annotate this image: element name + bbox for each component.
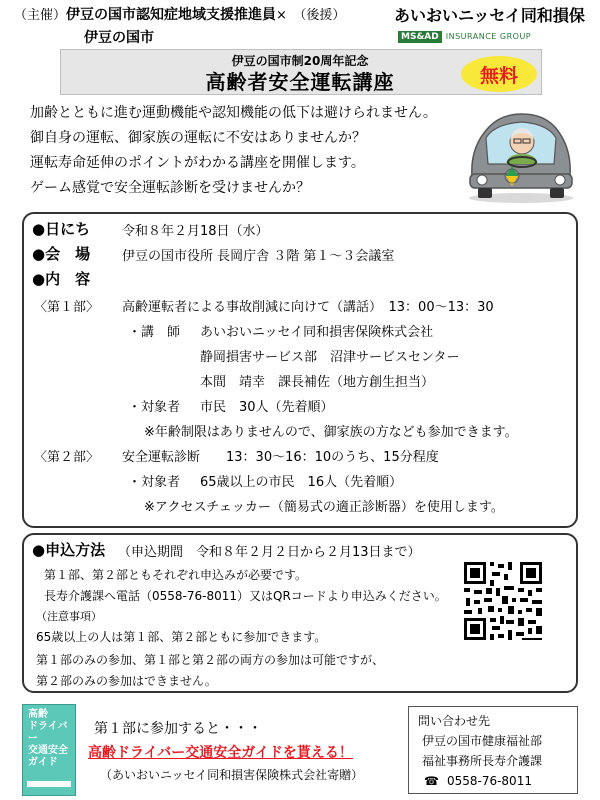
- organizer-separator: × （後援）: [276, 8, 346, 23]
- lecturer-company: あいおいニッセイ同和損害保険株式会社: [200, 325, 434, 340]
- apply-period: （申込期間 令和８年２月２日から２月13日まで）: [118, 545, 421, 560]
- part2-label: 〈第２部〉: [34, 450, 100, 465]
- apply-line-1: 第１部、第２部ともそれぞれ申込みが必要です。: [44, 568, 308, 582]
- traffic-safety-guide-book: [22, 704, 76, 796]
- contact-phone-row: [424, 774, 532, 788]
- part1-note: ※年齢制限はありませんので、御家族の方なども参加できます。: [144, 425, 518, 440]
- elderly-driver-car-illustration: [462, 106, 580, 204]
- bonus-line-3: （あいおいニッセイ同和損害保険株式会社寄贈）: [100, 768, 364, 782]
- venue-label: ●会 場: [32, 245, 91, 263]
- header-organizers: [14, 4, 345, 24]
- contact-phone[interactable]: 0558-76-8011: [446, 774, 532, 788]
- part1-title: 高齢運転者による事故削減に向けて（講話） 13：00～13：30: [122, 300, 494, 315]
- page-title: 高齢者安全運転講座: [205, 70, 395, 94]
- organizer-city: 伊豆の国市: [84, 30, 154, 46]
- intro-line-3: 運転寿命延伸のポイントがわかる講座を開催します。: [30, 155, 365, 171]
- lecturer-name: 本間 靖幸 課長補佐（地方創生担当）: [200, 375, 435, 390]
- bonus-line-2: 高齢ドライバー交通安全ガイドを貰える！: [88, 745, 353, 761]
- phone-icon: ☎: [424, 774, 439, 788]
- msad-logo-box: MS&AD: [398, 31, 442, 43]
- bonus-line-1: 第１部に参加すると・・・: [94, 721, 262, 737]
- part1-label: 〈第１部〉: [34, 300, 100, 315]
- notes-heading: （注意事項）: [36, 610, 102, 623]
- guide-book-title: 高齢 ドライバー 交通安全 ガイド: [28, 709, 68, 768]
- contact-heading: 問い合わせ先: [418, 714, 491, 728]
- msad-logo-text: INSURANCE GROUP: [445, 32, 532, 41]
- title-subtitle: 伊豆の国市制20周年記念: [231, 54, 369, 68]
- part2-note: ※アクセスチェッカー（簡易式の適正診断器）を使用します。: [144, 500, 504, 515]
- target2-value: 65歳以上の市民 16人（先着順）: [200, 475, 403, 490]
- contact-org-2: 福祉事務所長寿介護課: [422, 754, 543, 768]
- intro-line-4: ゲーム感覚で安全運転診断を受けませんか？: [30, 180, 310, 196]
- date-label: ●日にち: [32, 220, 91, 238]
- qr-code[interactable]: [462, 560, 544, 642]
- target1-label: ・対象者: [128, 400, 181, 415]
- venue-value: 伊豆の国市役所 長岡庁舎 ３階 第１～３会議室: [122, 249, 395, 264]
- lecturer-label: ・講 師: [128, 325, 181, 340]
- date-value: 令和８年２月18日（水）: [122, 224, 269, 239]
- sponsor-name: あいおいニッセイ同和損保: [394, 6, 585, 25]
- part2-title: 安全運転診断 13：30～16：10のうち、15分程度: [122, 450, 439, 465]
- contact-org-1: 伊豆の国市健康福祉部: [422, 734, 543, 748]
- organizer-prefix: （主催）: [14, 8, 67, 23]
- note-line-1: 65歳以上の人は第１部、第２部ともに参加できます。: [36, 630, 327, 644]
- note-line-3: 第２部のみの参加はできません。: [36, 674, 217, 688]
- msad-logo: [398, 30, 543, 43]
- target2-label: ・対象者: [128, 475, 181, 490]
- note-line-2: 第１部のみの参加、第１部と第２部の両方の参加は可能ですが、: [36, 653, 385, 667]
- lecturer-department: 静岡損害サービス部 沼津サービスセンター: [200, 350, 460, 365]
- guide-book-strip: [27, 781, 71, 787]
- apply-line-2: 長寿介護課へ電話（0558-76-8011）又はQRコードより申込みください。: [44, 589, 447, 603]
- organizer-main: 伊豆の国市認知症地域支援推進員: [66, 7, 277, 23]
- intro-line-2: 御自身の運転、御家族の運転に不安はありませんか？: [30, 130, 366, 146]
- target1-value: 市民 30人（先着順）: [200, 400, 334, 415]
- content-label: ●内 容: [32, 270, 91, 288]
- apply-heading: ●申込方法: [32, 541, 106, 559]
- free-badge: 無料: [461, 56, 537, 92]
- intro-line-1: 加齢とともに進む運動機能や認知機能の低下は避けられません。: [30, 105, 437, 121]
